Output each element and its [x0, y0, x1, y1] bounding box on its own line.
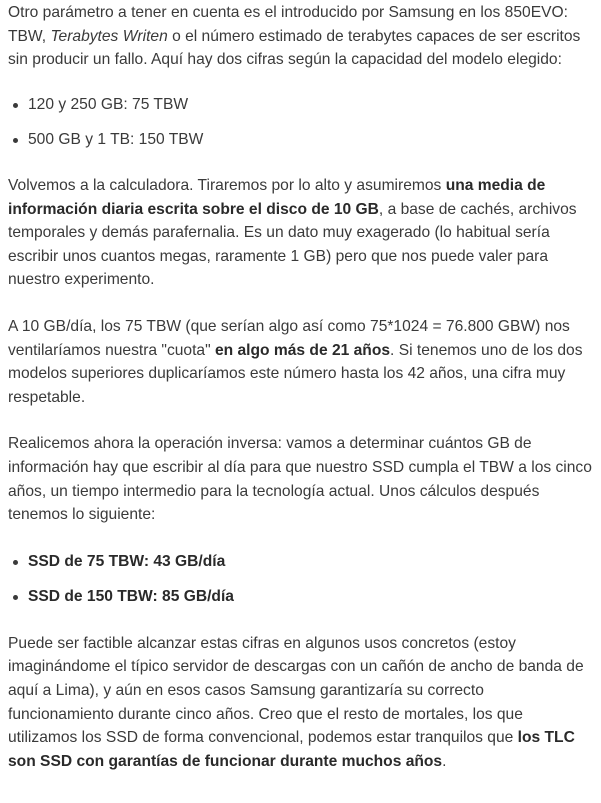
- paragraph-inverse: Realicemos ahora la operación inversa: vamos a determinar cuántos GB de información hay que escribir al día para que nuestro SSD cumpla el TBW a los cinco años, un tiempo intermedio para la tecnología actual. Unos cálculos después tenemos lo siguiente:: [8, 435, 592, 524]
- list-item: [8, 585, 593, 609]
- paragraph-calculator: [8, 174, 593, 292]
- paragraph-text: o el número estimado de terabytes capaces de ser escritos sin producir un fallo. Aquí hay dos cifras según la capacidad del modelo elegido:: [8, 27, 581, 69]
- paragraph-tbw-intro: [8, 1, 593, 72]
- paragraph-text: Puede ser factible alcanzar estas cifras en algunos usos concretos (estoy imaginándome el típico servidor de descargas con un cañón de ancho de banda de aquí a Lima), y aún en esos casos Samsung garantizaría su correcto funcionamiento durante cinco años. Creo que el resto de mortales, los que utilizamos los SSD de forma convencional, podemos estar tranquilos que: [8, 634, 584, 747]
- paragraph-text: , a base de cachés, archivos temporales y demás parafernalia. Es un dato muy exagerado (lo habitual sería escribir unos cuantos megas, raramente 1 GB) pero que nos puede valer para nuestro experimento.: [8, 200, 577, 289]
- emphasis-text: Terabytes Writen: [50, 27, 168, 45]
- list-item: 500 GB y 1 TB: 150 TBW: [8, 128, 593, 152]
- bold-text: en algo más de 21 años: [214, 341, 391, 359]
- bold-text: una media de información diaria escrita sobre el disco de 10 GB: [8, 176, 546, 218]
- bold-text: SSD de 150 TBW: 85 GB/día: [28, 588, 234, 606]
- daily-write-list: [8, 550, 593, 609]
- paragraph-quota: [8, 315, 593, 409]
- paragraph-text: A 10 GB/día, los 75 TBW (que serían algo así como 75*1024 = 76.800 GBW) nos ventilaríamos nuestra "cuota": [8, 317, 570, 359]
- paragraph-conclusion: [8, 632, 593, 774]
- paragraph-text: Otro parámetro a tener en cuenta es el introducido por Samsung en los 850EVO: TBW,: [8, 4, 568, 45]
- paragraph-text: . Si tenemos uno de los dos modelos superiores duplicaríamos este número hasta los 42 años, una cifra muy respetable.: [8, 341, 583, 406]
- list-item: [8, 550, 593, 574]
- bold-text: SSD de 75 TBW: 43 GB/día: [28, 552, 226, 570]
- list-item: 120 y 250 GB: 75 TBW: [8, 93, 593, 117]
- paragraph-text: Volvemos a la calculadora. Tiraremos por lo alto y asumiremos: [8, 176, 446, 194]
- capacity-list: [8, 93, 593, 152]
- bold-text: los TLC son SSD con garantías de funcionar durante muchos años: [8, 729, 575, 770]
- paragraph-text: .: [442, 752, 447, 770]
